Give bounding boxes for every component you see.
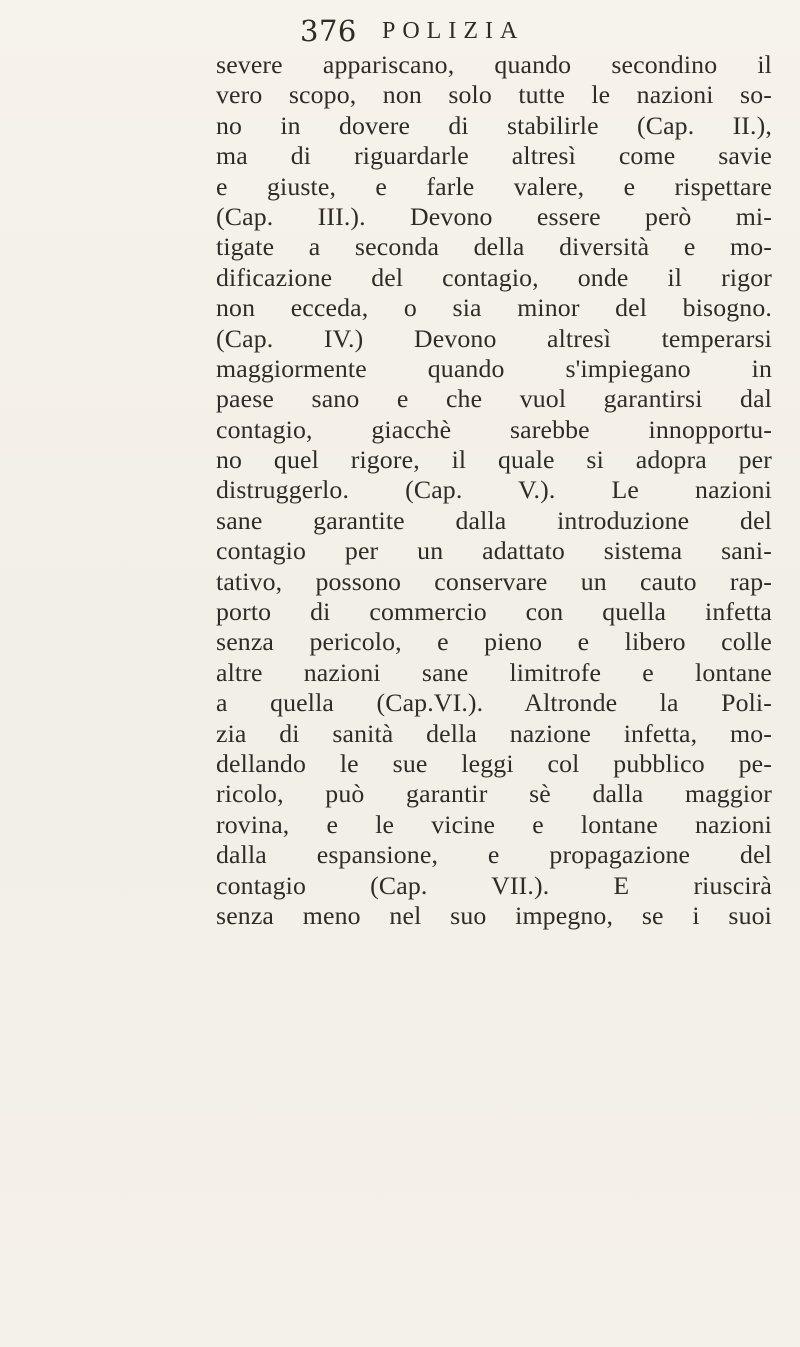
text-line: (Cap. III.). Devono essere però mi-	[216, 201, 772, 231]
text-line: ma di riguardarle altresì come savie	[216, 141, 772, 171]
text-line: senza meno nel suo impegno, se i suoi	[216, 900, 772, 930]
text-line: zia di sanità della nazione infetta, mo-	[216, 718, 772, 748]
text-line: (Cap. IV.) Devono altresì temperarsi	[216, 323, 772, 353]
text-line: dalla espansione, e propagazione del	[216, 840, 772, 870]
text-line: porto di commercio con quella infetta	[216, 597, 772, 627]
running-head: POLIZIA	[382, 18, 525, 44]
text-line: tigate a seconda della diversità e mo-	[216, 232, 772, 262]
text-line: dellando le sue leggi col pubblico pe-	[216, 748, 772, 778]
text-line: ricolo, può garantir sè dalla maggior	[216, 779, 772, 809]
text-line: contagio per un adattato sistema sani-	[216, 536, 772, 566]
text-line: tativo, possono conservare un cauto rap-	[216, 566, 772, 596]
page-number: 376	[300, 14, 357, 48]
text-line: e giuste, e farle valere, e rispettare	[216, 171, 772, 201]
text-line: dificazione del contagio, onde il rigor	[216, 262, 772, 292]
text-line: paese sano e che vuol garantirsi dal	[216, 384, 772, 414]
text-line: vero scopo, non solo tutte le nazioni so-	[216, 80, 772, 110]
text-line: sane garantite dalla introduzione del	[216, 505, 772, 535]
text-line: senza pericolo, e pieno e libero colle	[216, 627, 772, 657]
text-line: a quella (Cap.VI.). Altronde la Poli-	[216, 688, 772, 718]
text-line: maggiormente quando s'impiegano in	[216, 353, 772, 383]
text-line: non ecceda, o sia minor del bisogno.	[216, 293, 772, 323]
body-text	[216, 50, 772, 931]
text-line: distruggerlo. (Cap. V.). Le nazioni	[216, 475, 772, 505]
text-line: rovina, e le vicine e lontane nazioni	[216, 809, 772, 839]
text-line: altre nazioni sane limitrofe e lontane	[216, 657, 772, 687]
text-line: no in dovere di stabilirle (Cap. II.),	[216, 110, 772, 140]
text-line: no quel rigore, il quale si adopra per	[216, 445, 772, 475]
page-header	[300, 14, 700, 54]
text-line: severe appariscano, quando secondino il	[216, 50, 772, 79]
text-line: contagio, giacchè sarebbe innopportu-	[216, 414, 772, 444]
text-line: contagio (Cap. VII.). E riuscirà	[216, 870, 772, 900]
